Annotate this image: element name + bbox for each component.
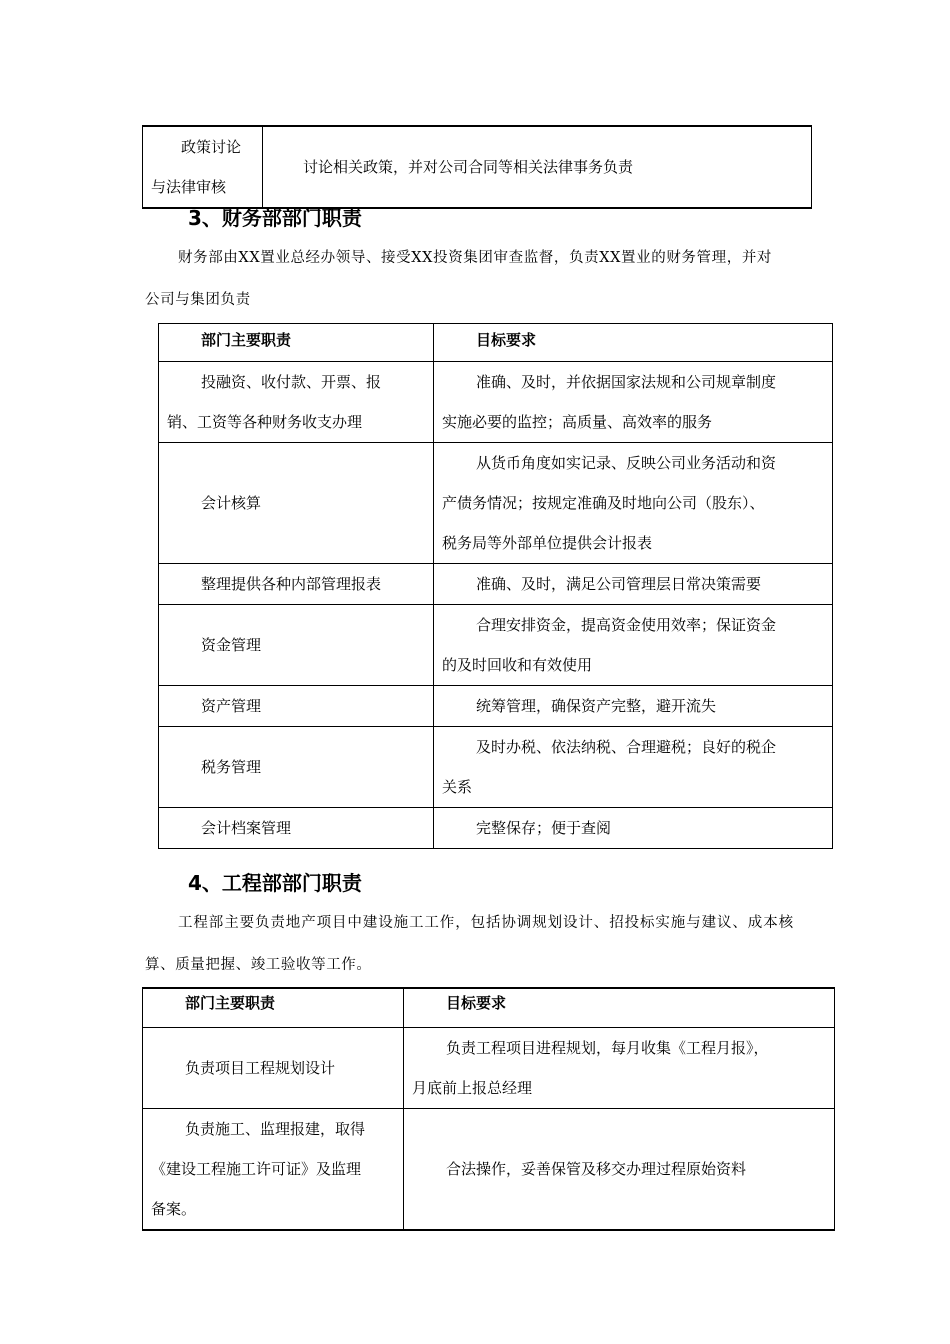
section-3-para-line-1: 财务部由XX置业总经办领导、接受XX投资集团审查监督，负责XX置业的财务管理，并对	[178, 250, 773, 266]
goal-line: 的及时回收和有效使用	[442, 656, 593, 674]
goal-cell	[434, 362, 833, 443]
duty-cell	[159, 686, 434, 727]
section-3-heading: 3、财务部部门职责	[188, 206, 362, 230]
duty-line: 投融资、收付款、开票、报	[201, 373, 382, 391]
goal-line: 及时办税、依法纳税、合理避税；良好的税企	[476, 738, 777, 756]
goal-line: 月底前上报总经理	[412, 1078, 533, 1097]
duty-line: 资产管理	[201, 697, 262, 715]
policy-review-desc: 讨论相关政策，并对公司合同等相关法律事务负责	[263, 126, 812, 208]
table-header-row	[143, 988, 835, 1027]
duty-line: 会计档案管理	[201, 819, 292, 837]
goal-line: 税务局等外部单位提供会计报表	[442, 534, 653, 552]
goal-cell	[434, 808, 833, 849]
goal-line: 统筹管理，确保资产完整，避开流失	[476, 697, 717, 715]
table-row	[159, 605, 833, 686]
duty-cell	[159, 808, 434, 849]
duty-line: 资金管理	[201, 636, 262, 654]
table-header-row	[159, 324, 833, 362]
duty-line: 备案。	[151, 1199, 197, 1218]
header-duty: 部门主要职责	[159, 324, 434, 362]
goal-cell	[434, 443, 833, 564]
table-row	[143, 1108, 835, 1230]
policy-review-line-2: 与法律审核	[151, 178, 227, 196]
goal-line: 合法操作，妥善保管及移交办理过程原始资料	[446, 1159, 747, 1178]
header-goal: 目标要求	[434, 324, 833, 362]
table-row	[159, 362, 833, 443]
header-goal: 目标要求	[404, 988, 835, 1027]
duty-cell	[143, 1027, 404, 1108]
table-row	[159, 727, 833, 808]
top-table	[142, 125, 812, 209]
goal-line: 从货币角度如实记录、反映公司业务活动和资	[476, 454, 777, 472]
goal-cell	[434, 564, 833, 605]
policy-review-cell	[143, 126, 263, 208]
goal-cell	[434, 605, 833, 686]
goal-line: 完整保存；便于查阅	[476, 819, 612, 837]
finance-table	[158, 323, 833, 849]
duty-cell	[159, 564, 434, 605]
duty-line: 负责项目工程规划设计	[185, 1058, 336, 1077]
header-duty: 部门主要职责	[143, 988, 404, 1027]
duty-line: 整理提供各种内部管理报表	[201, 575, 382, 593]
duty-line: 会计核算	[201, 494, 262, 512]
section-4-para-line-1: 工程部主要负责地产项目中建设施工工作，包括协调规划设计、招投标实施与建议、成本核	[178, 915, 794, 931]
goal-line: 产债务情况；按规定准确及时地向公司（股东）、	[442, 494, 765, 512]
section-4-heading: 4、工程部部门职责	[188, 871, 362, 895]
duty-cell	[159, 727, 434, 808]
table-row	[159, 808, 833, 849]
goal-cell	[404, 1108, 835, 1230]
duty-line: 销、工资等各种财务收支办理	[167, 413, 363, 431]
section-3-para-line-2: 公司与集团负责	[145, 292, 251, 308]
table-row	[159, 443, 833, 564]
duty-line: 《建设工程施工许可证》及监理	[151, 1159, 362, 1178]
table-row	[159, 564, 833, 605]
goal-cell	[434, 727, 833, 808]
duty-cell	[159, 605, 434, 686]
goal-cell	[434, 686, 833, 727]
engineering-table	[142, 987, 835, 1231]
goal-line: 准确、及时，满足公司管理层日常决策需要	[476, 575, 762, 593]
duty-cell	[159, 362, 434, 443]
duty-cell	[143, 1108, 404, 1230]
goal-cell	[404, 1027, 835, 1108]
goal-line: 合理安排资金，提高资金使用效率；保证资金	[476, 616, 777, 634]
table-row	[143, 1027, 835, 1108]
section-4-para-line-2: 算、质量把握、竣工验收等工作。	[145, 957, 372, 973]
duty-line: 负责施工、监理报建，取得	[185, 1119, 366, 1138]
goal-line: 关系	[442, 778, 473, 796]
duty-cell	[159, 443, 434, 564]
goal-line: 负责工程项目进程规划，每月收集《工程月报》，	[446, 1038, 769, 1057]
policy-review-line-1: 政策讨论	[181, 138, 242, 156]
goal-line: 准确、及时，并依据国家法规和公司规章制度	[476, 373, 777, 391]
table-row	[159, 686, 833, 727]
goal-line: 实施必要的监控；高质量、高效率的服务	[442, 413, 713, 431]
duty-line: 税务管理	[201, 758, 262, 776]
